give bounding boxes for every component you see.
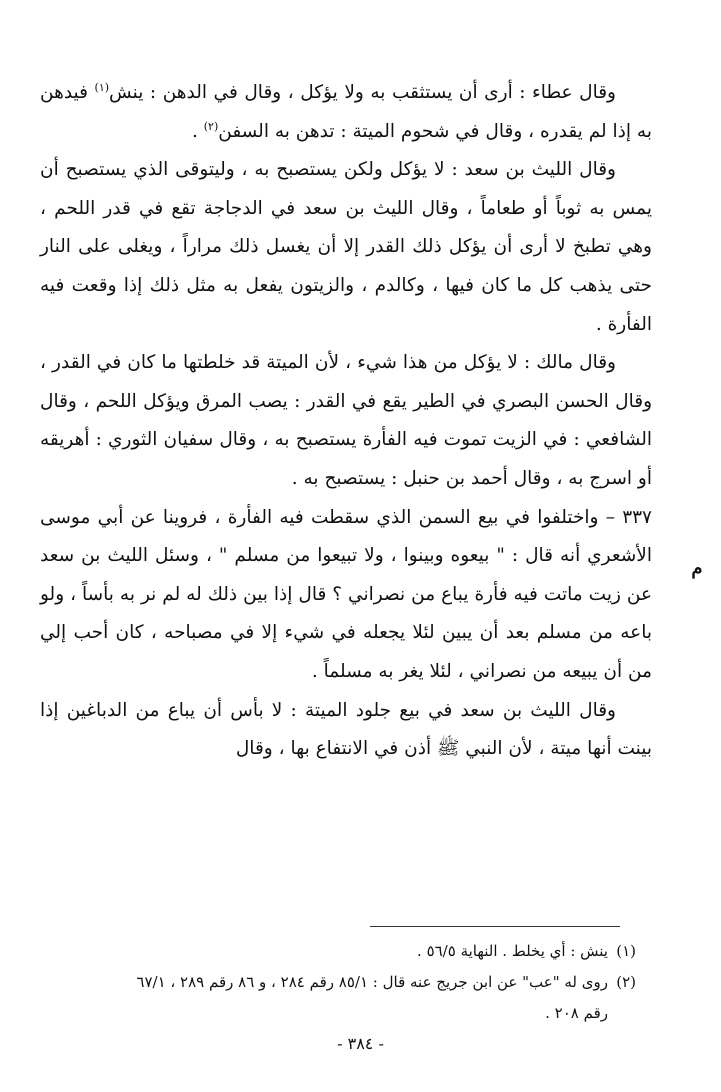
footnote-ref-2: (٢) — [203, 119, 219, 133]
footnote-2-text: روى له "عب" عن ابن جريج عنه قال : ٨٥/١ رقم ٢٨٤ ، و ٨٦ رقم ٢٨٩ ، ٦٧/١ — [136, 973, 608, 991]
footnote-2-number: (٢) — [616, 973, 636, 991]
paragraph-1-end: . — [191, 120, 204, 142]
section-marker: م — [691, 558, 703, 579]
footnote-1 — [56, 936, 636, 967]
paragraph-2: وقال الليث بن سعد : لا يؤكل ولكن يستصبح به ، وليتوقى الذي يستصبح أن يمس به ثوباً أو طعاماً ، وقال الليث بن سعد في الدجاجة تقع في قدر اللحم ، وهي تطبخ لا أرى أن يؤكل ذلك القدر إلا أن يغسل ذلك مراراً ، ويغلى على النار حتى يذهب كل ما كان فيها ، وكالدم ، والزيتون يفعل به مثل ذلك إذا وقعت فيه الفأرة . — [40, 159, 652, 335]
footnotes — [56, 936, 636, 1029]
paragraph-4: ٣٣٧ – واختلفوا في بيع السمن الذي سقطت فيه الفأرة ، فروينا عن أبي موسى الأشعري أنه قال : " بيعوه وبينوا ، ولا تبيعوا من مسلم " ، وسئل الليث بن سعد عن زيت ماتت فيه فأرة يباع من نصراني ؟ قال إذا بين ذلك له لم نر به بأساً ، ولو باعه من مسلم بعد أن يبين لئلا يجعله في شيء إلا في مصباحه ، كان أحب إلي من أن يبيعه من نصراني ، لئلا يغر به مسلماً . — [40, 506, 652, 682]
paragraph-3: وقال مالك : لا يؤكل من هذا شيء ، لأن الميتة قد خلطتها ما كان في القدر ، وقال الحسن البصري في الطير يقع في القدر : يصب المرق ويؤكل اللحم ، وقال الشافعي : في الزيت تموت فيه الفأرة يستصبح به ، وقال سفيان الثوري : أهريقه أو اسرج به ، وقال أحمد بن حنبل : يستصبح به . — [40, 352, 652, 489]
footnote-1-text: ينش : أي يخلط . النهاية ٥٦/٥ . — [417, 942, 608, 960]
paragraph-5: وقال الليث بن سعد في بيع جلود الميتة : لا بأس أن يباع من الدباغين إذا بينت أنها ميتة ، لأن النبي ﷺ أذن في الانتفاع بها ، وقال — [40, 699, 652, 760]
paragraph-1 — [40, 74, 652, 151]
footnote-ref-1: (١) — [94, 80, 110, 94]
footnote-1-number: (١) — [616, 942, 636, 960]
page-number: - ٣٨٤ - — [337, 1034, 384, 1053]
footnote-2-continuation: رقم ٢٠٨ . — [545, 1004, 608, 1022]
paragraph-1-text: وقال عطاء : أرى أن يستثقب به ولا يؤكل ، وقال في الدهن : ينش — [109, 82, 616, 103]
main-text — [40, 74, 652, 769]
footnote-2 — [56, 967, 636, 998]
footnote-divider — [370, 926, 620, 927]
paragraph-1-text-b: فيدهن به إذا لم يقدره ، وقال في شحوم الميتة : تدهن به السفن — [40, 82, 652, 142]
